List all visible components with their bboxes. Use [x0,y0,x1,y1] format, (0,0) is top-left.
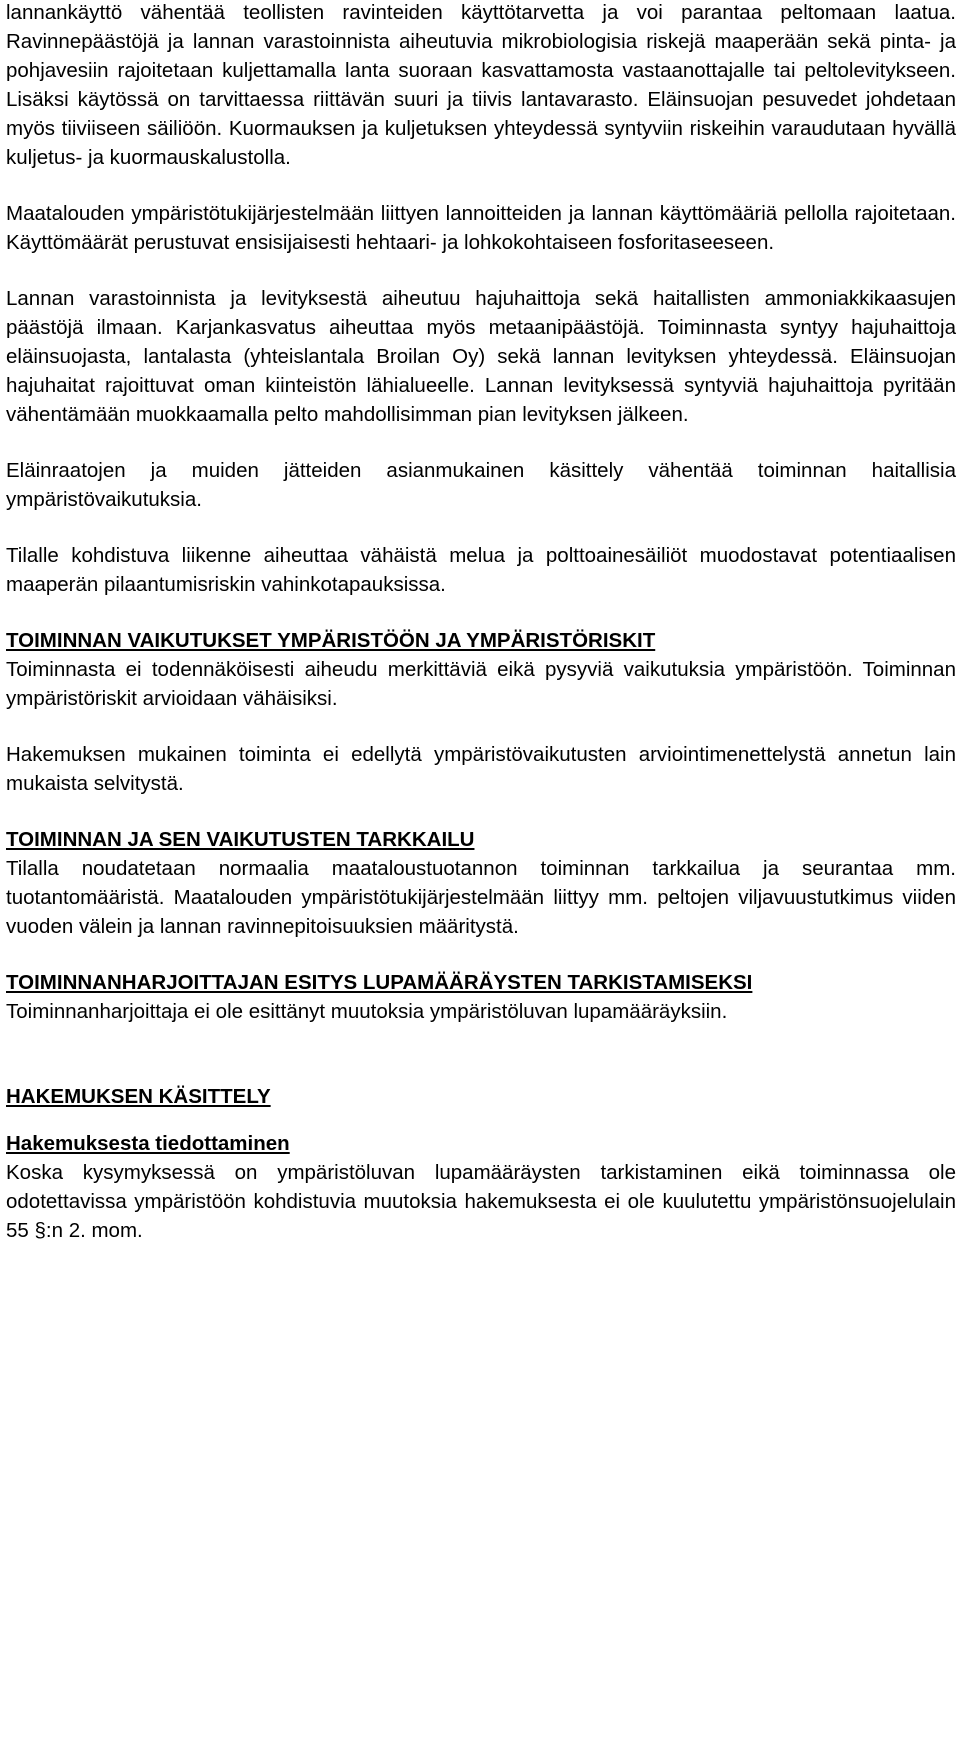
heading-esitys: TOIMINNANHARJOITTAJAN ESITYS LUPAMÄÄRÄYSTEN TARKISTAMISEKSI [6,971,753,994]
section-esitys [6,968,956,1026]
paragraph-liikenne: Tilalle kohdistuva liikenne aiheuttaa vähäistä melua ja polttoainesäiliöt muodostavat potentiaalisen maaperän pilaantumisriskin vahinkotapauksissa. [6,544,956,596]
section-vaikutukset [6,626,956,713]
heading-tarkkailu: TOIMINNAN JA SEN VAIKUTUSTEN TARKKAILU [6,828,475,851]
paragraph-elainraadot: Eläinraatojen ja muiden jätteiden asianmukainen käsittely vähentää toiminnan haitallisia ympäristövaikutuksia. [6,459,956,511]
heading-tiedottaminen: Hakemuksesta tiedottaminen [6,1132,290,1155]
section-tarkkailu [6,825,956,941]
paragraph-kayttomaarat: Maatalouden ympäristötukijärjestelmään liittyen lannoitteiden ja lannan käyttömääriä pellolla rajoitetaan. Käyttömäärät perustuvat ensisijaisesti hehtaari- ja lohkokohtaiseen fosforitaseeseen. [6,202,956,254]
text-vaikutukset: Toiminnasta ei todennäköisesti aiheudu merkittäviä eikä pysyviä vaikutuksia ympäristöön. Toiminnan ympäristöriskit arvioidaan vähäisiksi. [6,658,956,710]
paragraph-hajuhaitat: Lannan varastoinnista ja levityksestä aiheutuu hajuhaittoja sekä haitallisten ammoniakkikaasujen päästöjä ilmaan. Karjankasvatus aiheuttaa myös metaanipäästöjä. Toiminnasta syntyy hajuhaittoja eläinsuojasta, lantalasta (yhteislantala Broilan Oy) sekä lannan levityksen yhteydessä. Eläinsuojan hajuhaitat rajoittuvat oman kiinteistön lähialueelle. Lannan levityksessä syntyviä hajuhaittoja pyritään vähentämään muokkaamalla pelto mahdollisimman pian levityksen jälkeen. [6,287,956,426]
text-tarkkailu: Tilalla noudatetaan normaalia maataloustuotannon toiminnan tarkkailua ja seurantaa mm. tuotantomääristä. Maatalouden ympäristötukijärjestelmään liittyy mm. peltojen viljavuustutkimus viiden vuoden välein ja lannan ravinnepitoisuuksien määritystä. [6,857,956,938]
section-tiedottaminen [6,1129,956,1245]
section-kasittely [6,1082,956,1111]
paragraph-lannankaytto: lannankäyttö vähentää teollisten ravinteiden käyttötarvetta ja voi parantaa peltomaan laatua. Ravinnepäästöjä ja lannan varastoinnista aiheutuvia mikrobiologisia riskejä maaperään sekä pinta- ja pohjavesiin rajoitetaan kuljettamalla lanta suoraan kasvattamosta vastaanottajalle tai peltolevitykseen. Lisäksi käytössä on tarvittaessa riittävän suuri ja tiivis lantavarasto. Eläinsuojan pesuvedet johdetaan myös tiiviiseen säiliöön. Kuormauksen ja kuljetuksen yhteydessä syntyviin riskeihin varaudutaan hyvällä kuljetus- ja kuormauskalustolla. [6,1,956,169]
document-page [6,0,956,1272]
text-tiedottaminen: Koska kysymyksessä on ympäristöluvan lupamääräysten tarkistaminen eikä toiminnassa ole odotettavissa ympäristöön kohdistuvia muutoksia hakemuksesta ei ole kuulutettu ympäristönsuojelulain 55 §:n 2. mom. [6,1161,956,1242]
spacer [6,1053,956,1082]
heading-kasittely: HAKEMUKSEN KÄSITTELY [6,1085,271,1108]
heading-vaikutukset: TOIMINNAN VAIKUTUKSET YMPÄRISTÖÖN JA YMPÄRISTÖRISKIT [6,629,656,652]
text-esitys: Toiminnanharjoittaja ei ole esittänyt muutoksia ympäristöluvan lupamääräyksiin. [6,1000,728,1023]
paragraph-yva: Hakemuksen mukainen toiminta ei edellytä ympäristövaikutusten arviointimenettelystä annetun lain mukaista selvitystä. [6,743,956,795]
